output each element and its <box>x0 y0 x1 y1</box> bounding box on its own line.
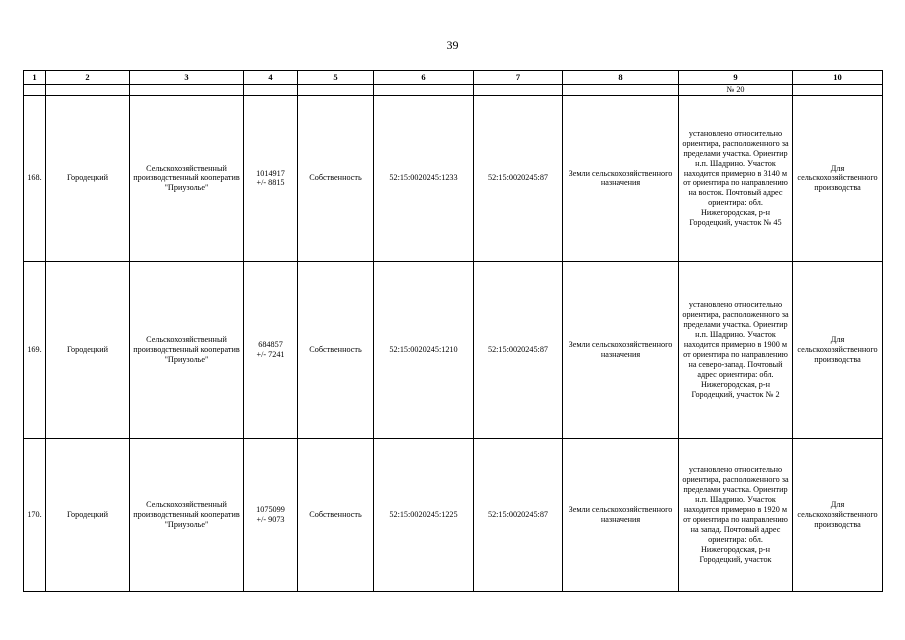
table-header-row <box>24 71 883 85</box>
column-header: 2 <box>46 71 130 85</box>
right-cell: Собственность <box>298 261 374 438</box>
area-cell <box>244 261 298 438</box>
continuation-cell: № 20 <box>679 85 793 96</box>
area-cell <box>244 95 298 261</box>
category-cell: Земли сельскохозяйственного назначения <box>563 261 679 438</box>
area-value: 1075099 <box>256 505 285 514</box>
use-cell: Для сельскохозяйственного производства <box>793 261 883 438</box>
category-cell: Земли сельскохозяйственного назначения <box>563 95 679 261</box>
category-cell: Земли сельскохозяйственного назначения <box>563 438 679 591</box>
parent-cadastral-cell: 52:15:0020245:87 <box>474 95 563 261</box>
row-number: 169. <box>24 261 46 438</box>
land-registry-table <box>23 70 883 592</box>
column-header: 7 <box>474 71 563 85</box>
owner-cell: Сельскохозяйственный производственный кооператив "Приузолье" <box>130 438 244 591</box>
right-cell: Собственность <box>298 438 374 591</box>
area-cell <box>244 438 298 591</box>
area-tolerance: +/- 8815 <box>256 178 285 188</box>
owner-cell: Сельскохозяйственный производственный кооператив "Приузолье" <box>130 261 244 438</box>
row-number: 168. <box>24 95 46 261</box>
column-header: 8 <box>563 71 679 85</box>
cadastral-number-cell: 52:15:0020245:1225 <box>374 438 474 591</box>
column-header: 6 <box>374 71 474 85</box>
column-header: 4 <box>244 71 298 85</box>
district-cell: Городецкий <box>46 438 130 591</box>
location-cell: установлено относительно ориентира, расположенного за пределами участка. Ориентир н.п. Шадрино. Участок находится примерно в 1900 м от ориентира по направлению на северо-запад. Почтовый адрес ориентира: обл. Нижегородская, р-н Городецкий, участок № 2 <box>679 261 793 438</box>
table-row <box>24 95 883 261</box>
cadastral-number-cell: 52:15:0020245:1233 <box>374 95 474 261</box>
owner-cell: Сельскохозяйственный производственный кооператив "Приузолье" <box>130 95 244 261</box>
district-cell: Городецкий <box>46 261 130 438</box>
use-cell: Для сельскохозяйственного производства <box>793 438 883 591</box>
cadastral-number-cell: 52:15:0020245:1210 <box>374 261 474 438</box>
location-cell: установлено относительно ориентира, расположенного за пределами участка. Ориентир н.п. Шадрино. Участок находится примерно в 3140 м от ориентира по направлению на восток. Почтовый адрес ориентира: обл. Нижегородская, р-н Городецкий, участок № 45 <box>679 95 793 261</box>
area-tolerance: +/- 7241 <box>256 349 285 359</box>
parent-cadastral-cell: 52:15:0020245:87 <box>474 261 563 438</box>
column-header: 9 <box>679 71 793 85</box>
column-header: 5 <box>298 71 374 85</box>
parent-cadastral-cell: 52:15:0020245:87 <box>474 438 563 591</box>
use-cell: Для сельскохозяйственного производства <box>793 95 883 261</box>
row-number: 170. <box>24 438 46 591</box>
area-tolerance: +/- 9073 <box>256 514 285 524</box>
column-header: 1 <box>24 71 46 85</box>
area-value: 1014917 <box>256 168 285 178</box>
table-row <box>24 261 883 438</box>
district-cell: Городецкий <box>46 95 130 261</box>
page-number: 39 <box>446 38 459 52</box>
table-row <box>24 438 883 591</box>
area-value: 684857 <box>258 340 283 349</box>
continuation-row <box>24 85 883 96</box>
right-cell: Собственность <box>298 95 374 261</box>
location-cell: установлено относительно ориентира, расположенного за пределами участка. Ориентир н.п. Шадрино. Участок находится примерно в 1920 м от ориентира по направлению на запад. Почтовый адрес ориентира: обл. Нижегородская, р-н Городецкий, участок <box>679 438 793 591</box>
column-header: 3 <box>130 71 244 85</box>
column-header: 10 <box>793 71 883 85</box>
